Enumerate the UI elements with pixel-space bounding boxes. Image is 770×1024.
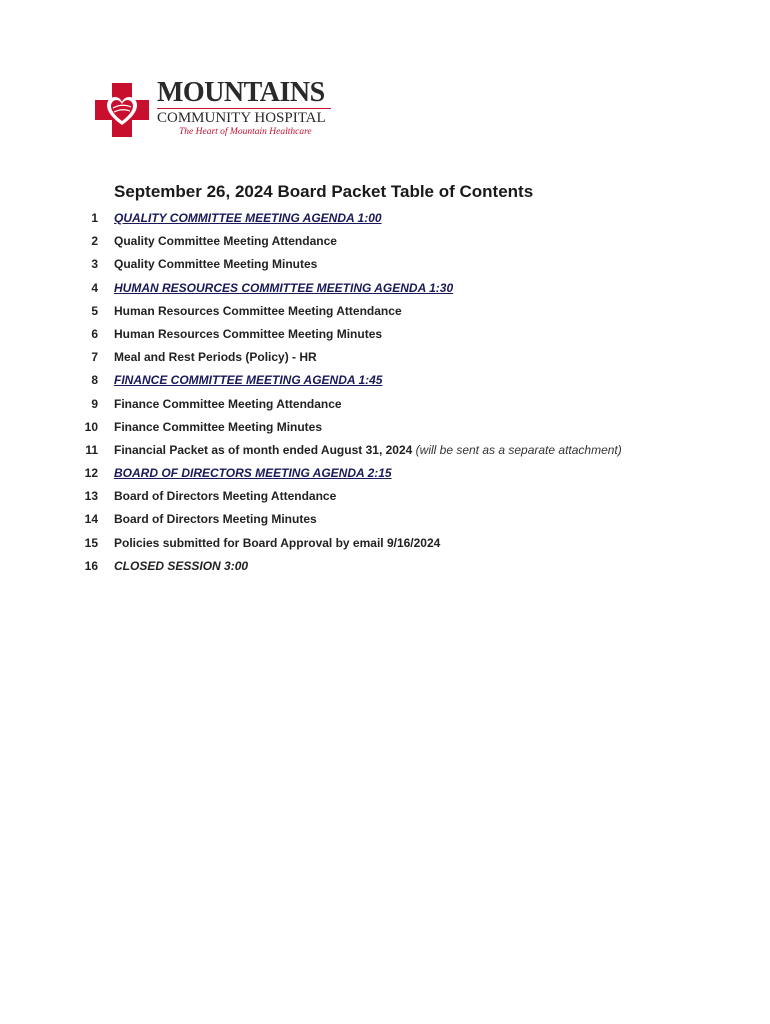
toc-item-text: CLOSED SESSION 3:00 (114, 558, 249, 573)
toc-item (76, 230, 736, 253)
logo-name-main: MOUNTAINS (157, 77, 325, 108)
toc-item-text: QUALITY COMMITTEE MEETING AGENDA 1:00 (114, 211, 382, 225)
toc-item-number: 5 (91, 303, 98, 318)
toc-item (76, 323, 736, 346)
toc-item-number: 6 (91, 326, 98, 341)
toc-item (76, 485, 736, 508)
toc-item-text: Board of Directors Meeting Attendance (114, 489, 337, 504)
toc-item-number: 7 (91, 350, 98, 365)
toc-section-link[interactable] (114, 369, 382, 392)
toc-item-text: Finance Committee Meeting Attendance (114, 396, 342, 411)
toc-item-number: 12 (84, 466, 98, 481)
toc-item (76, 207, 736, 230)
toc-item-number: 14 (84, 512, 98, 527)
toc-item-number: 15 (84, 535, 98, 550)
toc-item-label (114, 253, 317, 276)
toc-item-text: BOARD OF DIRECTORS MEETING AGENDA 2:15 (114, 466, 392, 481)
toc-item-text: Board of Directors Meeting Minutes (114, 512, 317, 527)
toc-item-text: FINANCE COMMITTEE MEETING AGENDA 1:45 (114, 373, 383, 388)
toc-item (76, 253, 736, 276)
toc-item-label (114, 439, 622, 462)
toc-section-link[interactable] (114, 207, 382, 230)
toc-section-link[interactable] (114, 277, 453, 300)
toc-item (76, 439, 736, 462)
toc-item (76, 508, 736, 531)
toc-item (76, 277, 736, 300)
toc-item-text: Meal and Rest Periods (Policy) - HR (114, 350, 317, 365)
toc-item-number: 11 (85, 442, 98, 457)
toc-item-label (114, 416, 322, 439)
toc-item-text: Quality Committee Meeting Attendance (114, 234, 337, 249)
toc-item-label (114, 555, 248, 578)
table-of-contents (76, 207, 736, 578)
toc-item (76, 369, 736, 392)
toc-item-label (114, 323, 382, 346)
toc-item-text: Quality Committee Meeting Minutes (114, 257, 318, 272)
toc-item-number: 1 (91, 211, 98, 225)
toc-section-link[interactable] (114, 462, 392, 485)
toc-item (76, 555, 736, 578)
toc-item-number: 4 (91, 280, 98, 295)
red-cross-heart-icon (93, 81, 151, 139)
toc-item-number: 3 (91, 257, 98, 272)
logo-tagline: The Heart of Mountain Healthcare (179, 127, 312, 137)
toc-item-label (114, 230, 337, 253)
toc-item-text: Financial Packet as of month ended August 31, 2024 (114, 442, 413, 457)
toc-item-number: 10 (84, 419, 98, 434)
toc-item-text: HUMAN RESOURCES COMMITTEE MEETING AGENDA 1:30 (114, 280, 454, 295)
toc-item-number: 2 (91, 234, 98, 249)
toc-item-text: Policies submitted for Board Approval by email 9/16/2024 (114, 535, 441, 550)
toc-item (76, 346, 736, 369)
toc-item-label (114, 346, 317, 369)
toc-item-label (114, 393, 342, 416)
toc-item (76, 532, 736, 555)
toc-item-number: 16 (84, 558, 98, 573)
toc-item-number: 8 (91, 373, 98, 388)
toc-item (76, 462, 736, 485)
toc-item-number: 9 (91, 396, 98, 411)
toc-item-text: Human Resources Committee Meeting Minutes (114, 326, 383, 341)
toc-item-note: (will be sent as a separate attachment) (415, 442, 622, 457)
hospital-logo (93, 78, 338, 140)
toc-item (76, 300, 736, 323)
toc-item-number: 13 (84, 489, 98, 504)
toc-item-label (114, 485, 336, 508)
toc-item-label (114, 508, 317, 531)
toc-item (76, 393, 736, 416)
toc-item (76, 416, 736, 439)
toc-item-text: Human Resources Committee Meeting Attendance (114, 303, 402, 318)
toc-item-label (114, 300, 402, 323)
toc-item-label (114, 532, 440, 555)
logo-name-sub: COMMUNITY HOSPITAL (157, 110, 326, 126)
page-title: September 26, 2024 Board Packet Table of Contents (114, 182, 534, 201)
toc-item-text: Finance Committee Meeting Minutes (114, 419, 323, 434)
